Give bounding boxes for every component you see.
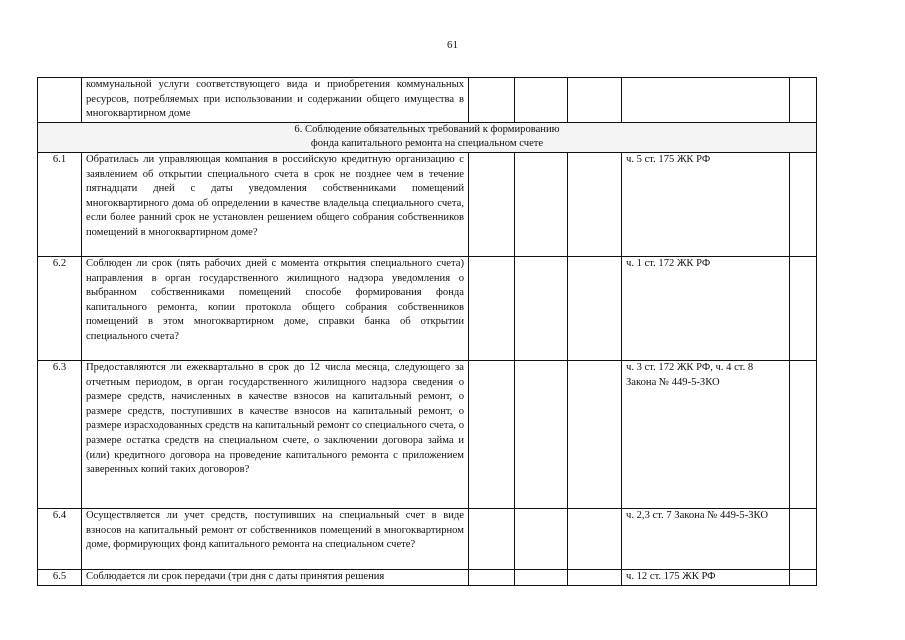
requirement-text: Соблюден ли срок (пять рабочих дней с момента открытия специального счета) направления в орган государственного жилищного надзора уведомления о выбранном собственниками помещений способе формирования фонда капитального ремонта, копии протокола общего собрания собственников помещений в этом многоквартирном доме, справки банка об открытии специального счета? bbox=[82, 256, 469, 360]
empty-cell bbox=[568, 360, 622, 508]
legal-basis: ч. 3 ст. 172 ЖК РФ, ч. 4 ст. 8 Закона № 449-5-ЗКО bbox=[622, 360, 790, 508]
empty-cell bbox=[515, 256, 568, 360]
empty-cell bbox=[515, 569, 568, 585]
empty-cell bbox=[568, 78, 622, 123]
legal-basis bbox=[622, 78, 790, 123]
table-row bbox=[38, 569, 817, 585]
requirement-text: коммунальной услуги соответствующего вида и приобретения коммунальных ресурсов, потребляемых при использовании и содержании общего имущества в многоквартирном доме bbox=[82, 78, 469, 123]
requirement-text: Осуществляется ли учет средств, поступивших на специальный счет в виде взносов на капитальный ремонт от собственников помещений в многоквартирном доме, формирующих фонд капитального ремонта на специальном счете? bbox=[82, 508, 469, 569]
empty-cell bbox=[515, 152, 568, 256]
table-row bbox=[38, 508, 817, 569]
section-title-line2: фонда капитального ремонта на специальном счете bbox=[310, 138, 544, 150]
empty-cell bbox=[515, 508, 568, 569]
empty-cell bbox=[469, 78, 515, 123]
section-title-line1: 6. Соблюдение обязательных требований к формированию bbox=[294, 123, 560, 135]
empty-cell bbox=[568, 569, 622, 585]
table-row bbox=[38, 152, 817, 256]
empty-cell bbox=[790, 508, 817, 569]
legal-basis: ч. 12 ст. 175 ЖК РФ bbox=[622, 569, 790, 585]
table-row bbox=[38, 256, 817, 360]
empty-cell bbox=[790, 569, 817, 585]
empty-cell bbox=[469, 256, 515, 360]
empty-cell bbox=[469, 508, 515, 569]
empty-cell bbox=[568, 256, 622, 360]
requirement-text: Предоставляются ли ежеквартально в срок до 12 числа месяца, следующего за отчетным периодом, в орган государственного жилищного надзора сведения о размере средств, начисленных в качестве взносов на капитальный ремонт, о размере средств, поступивших в качестве взносов на капитальный ремонт, о размере израсходованных средств на капитальный ремонт со специального счета, о размере остатка средств на специальном счете, о заключении договора займа и (или) кредитного договора на проведение капитального ремонта с приложением заверенных копий таких договоров? bbox=[82, 360, 469, 508]
row-number: 6.3 bbox=[38, 360, 82, 508]
empty-cell bbox=[568, 152, 622, 256]
row-number: 6.2 bbox=[38, 256, 82, 360]
row-number: 6.1 bbox=[38, 152, 82, 256]
checklist-table bbox=[37, 77, 817, 586]
row-number: 6.5 bbox=[38, 569, 82, 585]
empty-cell bbox=[469, 569, 515, 585]
section-title bbox=[38, 122, 817, 152]
requirement-text: Соблюдается ли срок передачи (три дня с даты принятия решения bbox=[82, 569, 469, 585]
empty-cell bbox=[790, 152, 817, 256]
requirement-text: Обратилась ли управляющая компания в российскую кредитную организацию с заявлением об открытии специального счета в срок не позднее чем в течение пятнадцати дней с даты уведомления собственниками помещений многоквартирного дома об определении в качестве владельца специального счета, если более ранний срок не установлен решением общего собрания собственников помещений в многоквартирном доме? bbox=[82, 152, 469, 256]
empty-cell bbox=[790, 360, 817, 508]
empty-cell bbox=[790, 256, 817, 360]
empty-cell bbox=[790, 78, 817, 123]
row-number-cell bbox=[38, 78, 82, 123]
empty-cell bbox=[469, 152, 515, 256]
table-row-continuation bbox=[38, 78, 817, 123]
empty-cell bbox=[469, 360, 515, 508]
empty-cell bbox=[568, 508, 622, 569]
legal-basis: ч. 2,3 ст. 7 Закона № 449-5-ЗКО bbox=[622, 508, 790, 569]
table-row bbox=[38, 360, 817, 508]
page-number: 61 bbox=[447, 39, 458, 51]
section-header-row bbox=[38, 122, 817, 152]
legal-basis: ч. 5 ст. 175 ЖК РФ bbox=[622, 152, 790, 256]
empty-cell bbox=[515, 360, 568, 508]
legal-basis: ч. 1 ст. 172 ЖК РФ bbox=[622, 256, 790, 360]
empty-cell bbox=[515, 78, 568, 123]
row-number: 6.4 bbox=[38, 508, 82, 569]
